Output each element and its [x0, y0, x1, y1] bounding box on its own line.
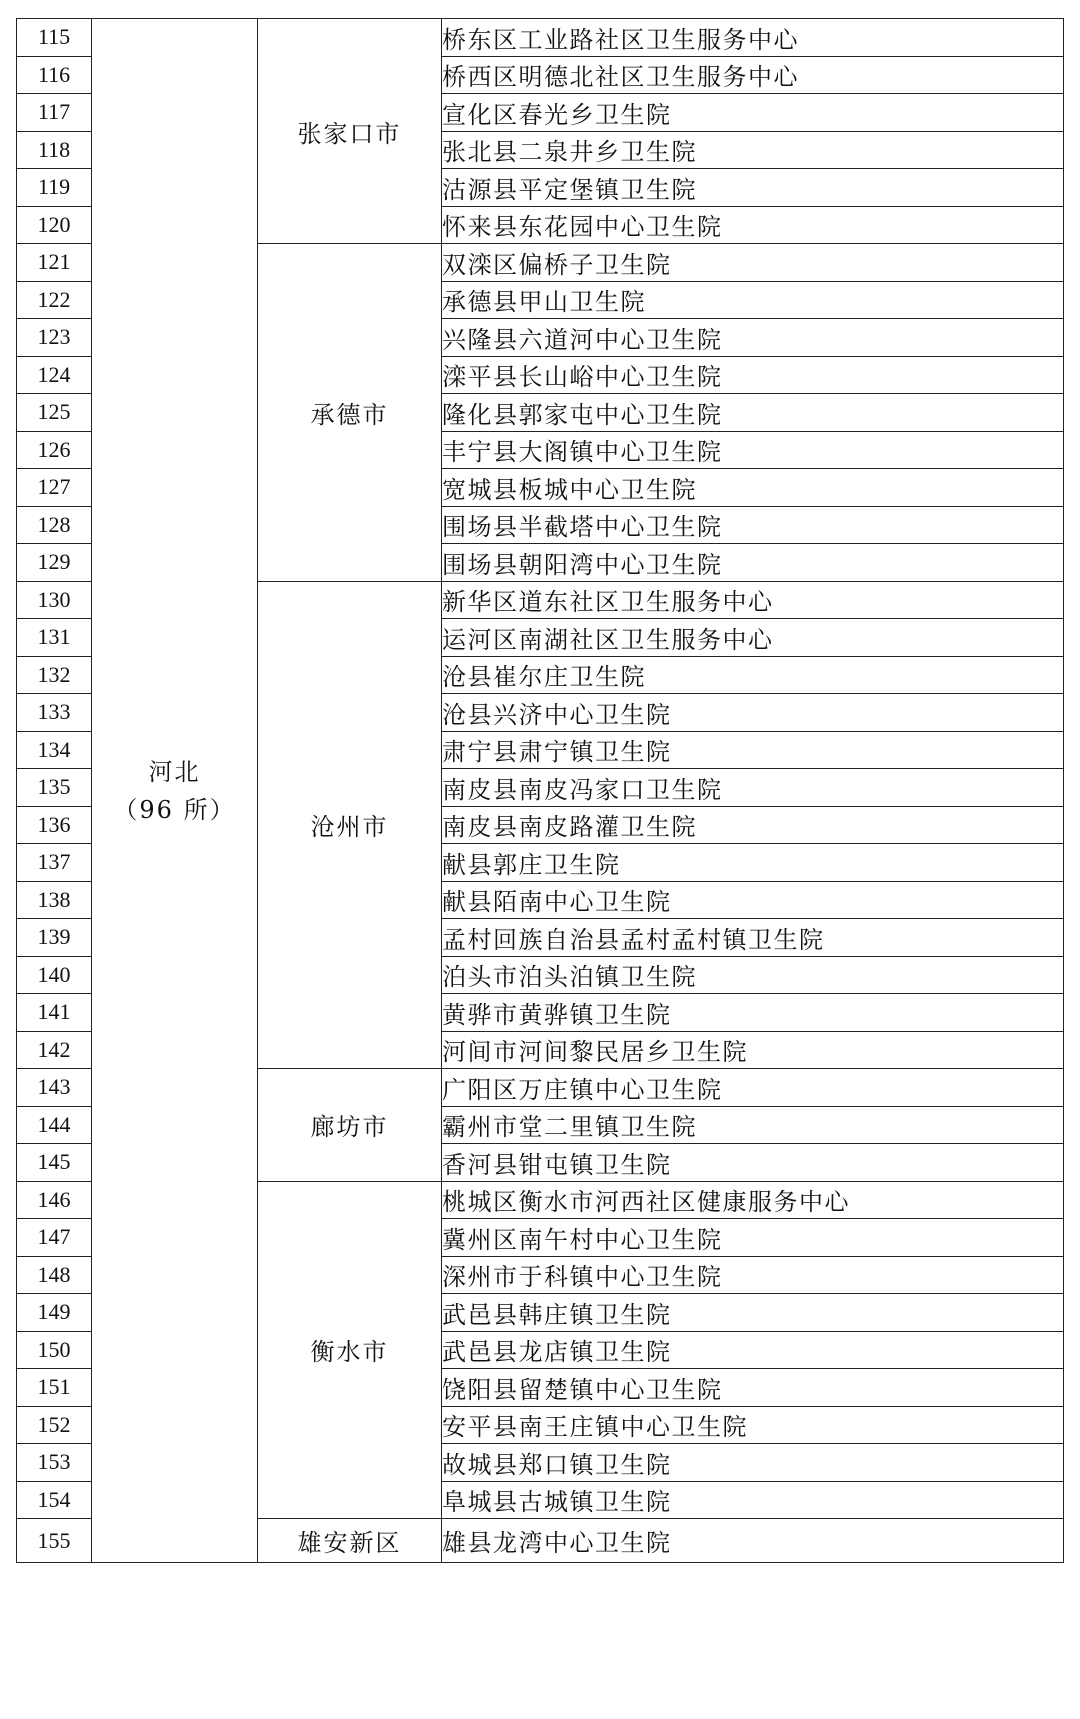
institution-name: 孟村回族自治县孟村孟村镇卫生院 [442, 919, 1064, 957]
row-number: 146 [17, 1181, 92, 1219]
row-number: 148 [17, 1256, 92, 1294]
row-number: 144 [17, 1106, 92, 1144]
row-number: 130 [17, 581, 92, 619]
row-number: 127 [17, 469, 92, 507]
row-number: 132 [17, 656, 92, 694]
city-cell: 廊坊市 [258, 1069, 442, 1182]
institution-name: 兴隆县六道河中心卫生院 [442, 319, 1064, 357]
city-cell: 沧州市 [258, 581, 442, 1069]
row-number: 124 [17, 356, 92, 394]
institution-name: 滦平县长山峪中心卫生院 [442, 356, 1064, 394]
institution-name: 河间市河间黎民居乡卫生院 [442, 1031, 1064, 1069]
row-number: 150 [17, 1331, 92, 1369]
row-number: 147 [17, 1219, 92, 1257]
row-number: 151 [17, 1369, 92, 1407]
row-number: 120 [17, 206, 92, 244]
institution-name: 张北县二泉井乡卫生院 [442, 131, 1064, 169]
institution-name: 桥西区明德北社区卫生服务中心 [442, 56, 1064, 94]
institution-name: 运河区南湖社区卫生服务中心 [442, 619, 1064, 657]
city-cell: 承德市 [258, 244, 442, 582]
row-number: 149 [17, 1294, 92, 1332]
row-number: 139 [17, 919, 92, 957]
row-number: 123 [17, 319, 92, 357]
institution-name: 丰宁县大阁镇中心卫生院 [442, 431, 1064, 469]
row-number: 122 [17, 281, 92, 319]
institution-name: 广阳区万庄镇中心卫生院 [442, 1069, 1064, 1107]
province-count: （96 所） [113, 795, 236, 824]
institution-name: 桃城区衡水市河西社区健康服务中心 [442, 1181, 1064, 1219]
institution-name: 宽城县板城中心卫生院 [442, 469, 1064, 507]
institution-name: 霸州市堂二里镇卫生院 [442, 1106, 1064, 1144]
institution-name: 承德县甲山卫生院 [442, 281, 1064, 319]
row-number: 140 [17, 956, 92, 994]
row-number: 138 [17, 881, 92, 919]
row-number: 153 [17, 1444, 92, 1482]
row-number: 133 [17, 694, 92, 732]
row-number: 143 [17, 1069, 92, 1107]
institution-name: 沧县兴济中心卫生院 [442, 694, 1064, 732]
institution-name: 双滦区偏桥子卫生院 [442, 244, 1064, 282]
institution-name: 怀来县东花园中心卫生院 [442, 206, 1064, 244]
institution-name: 隆化县郭家屯中心卫生院 [442, 394, 1064, 432]
row-number: 125 [17, 394, 92, 432]
institution-name: 南皮县南皮路灌卫生院 [442, 806, 1064, 844]
row-number: 155 [17, 1519, 92, 1563]
row-number: 116 [17, 56, 92, 94]
institution-name: 宣化区春光乡卫生院 [442, 94, 1064, 132]
institution-name: 南皮县南皮冯家口卫生院 [442, 769, 1064, 807]
row-number: 126 [17, 431, 92, 469]
institution-name: 深州市于科镇中心卫生院 [442, 1256, 1064, 1294]
institution-name: 桥东区工业路社区卫生服务中心 [442, 19, 1064, 57]
row-number: 141 [17, 994, 92, 1032]
institution-name: 黄骅市黄骅镇卫生院 [442, 994, 1064, 1032]
row-number: 152 [17, 1406, 92, 1444]
health-center-table [16, 18, 1064, 1563]
institution-name: 香河县钳屯镇卫生院 [442, 1144, 1064, 1182]
institution-name: 新华区道东社区卫生服务中心 [442, 581, 1064, 619]
row-number: 115 [17, 19, 92, 57]
institution-name: 肃宁县肃宁镇卫生院 [442, 731, 1064, 769]
institution-name: 饶阳县留楚镇中心卫生院 [442, 1369, 1064, 1407]
row-number: 134 [17, 731, 92, 769]
row-number: 137 [17, 844, 92, 882]
row-number: 117 [17, 94, 92, 132]
institution-name: 泊头市泊头泊镇卫生院 [442, 956, 1064, 994]
institution-name: 阜城县古城镇卫生院 [442, 1481, 1064, 1519]
table-row [17, 19, 1064, 57]
institution-name: 献县陌南中心卫生院 [442, 881, 1064, 919]
row-number: 128 [17, 506, 92, 544]
row-number: 136 [17, 806, 92, 844]
province-name: 河北 [148, 757, 201, 786]
row-number: 142 [17, 1031, 92, 1069]
institution-name: 沽源县平定堡镇卫生院 [442, 169, 1064, 207]
province-cell [92, 19, 258, 1563]
institution-name: 安平县南王庄镇中心卫生院 [442, 1406, 1064, 1444]
institution-name: 武邑县龙店镇卫生院 [442, 1331, 1064, 1369]
institution-name: 围场县半截塔中心卫生院 [442, 506, 1064, 544]
row-number: 145 [17, 1144, 92, 1182]
institution-name: 冀州区南午村中心卫生院 [442, 1219, 1064, 1257]
row-number: 121 [17, 244, 92, 282]
institution-name: 围场县朝阳湾中心卫生院 [442, 544, 1064, 582]
row-number: 131 [17, 619, 92, 657]
table-body [17, 19, 1064, 1563]
institution-name: 献县郭庄卫生院 [442, 844, 1064, 882]
institution-name: 沧县崔尔庄卫生院 [442, 656, 1064, 694]
institution-name: 武邑县韩庄镇卫生院 [442, 1294, 1064, 1332]
institution-name: 故城县郑口镇卫生院 [442, 1444, 1064, 1482]
row-number: 154 [17, 1481, 92, 1519]
row-number: 119 [17, 169, 92, 207]
city-cell: 张家口市 [258, 19, 442, 244]
institution-name: 雄县龙湾中心卫生院 [442, 1519, 1064, 1563]
row-number: 129 [17, 544, 92, 582]
row-number: 135 [17, 769, 92, 807]
city-cell: 衡水市 [258, 1181, 442, 1519]
row-number: 118 [17, 131, 92, 169]
city-cell: 雄安新区 [258, 1519, 442, 1563]
